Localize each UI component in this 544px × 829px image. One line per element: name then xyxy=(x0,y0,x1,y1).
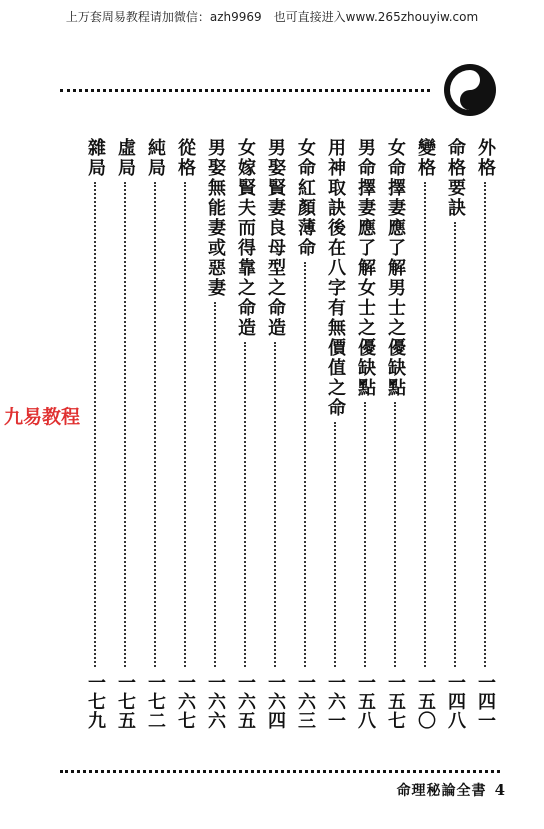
page-footer xyxy=(397,780,506,800)
dot-leader xyxy=(154,182,156,667)
dot-leader xyxy=(274,342,276,667)
toc-entry-title: 男命擇妻應了解女士之優缺點 xyxy=(355,138,376,398)
dot-leader xyxy=(454,222,456,667)
toc-entry xyxy=(350,138,380,743)
toc-entry xyxy=(140,138,170,743)
toc-entry-page: 一五八 xyxy=(355,673,376,730)
dot-leader xyxy=(334,422,336,667)
dot-leader xyxy=(394,402,396,667)
toc-entry-page: 一六七 xyxy=(175,673,196,730)
chapter-emblem-icon xyxy=(440,60,500,120)
toc-entry-title: 變格 xyxy=(415,138,436,178)
toc-entry xyxy=(110,138,140,743)
toc-entry-page: 一五七 xyxy=(385,673,406,730)
toc-entry-title: 男娶賢妻良母型之命造 xyxy=(265,138,286,338)
toc-entry-title: 男娶無能妻或惡妻 xyxy=(205,138,226,298)
toc-entry-title: 從格 xyxy=(175,138,196,178)
dot-leader xyxy=(184,182,186,667)
toc-entry-title: 外格 xyxy=(475,138,496,178)
dot-leader xyxy=(484,182,486,667)
toc-entry-title: 用神取訣後在八字有無價值之命 xyxy=(325,138,346,418)
toc-entry-title: 女命紅顏薄命 xyxy=(295,138,316,258)
toc-entry-page: 一六三 xyxy=(295,673,316,730)
dot-leader xyxy=(214,302,216,667)
toc-entry-page: 一六六 xyxy=(205,673,226,730)
toc-entry-page: 一四八 xyxy=(445,673,466,730)
toc-entry xyxy=(410,138,440,743)
toc-entry-page: 一七二 xyxy=(145,673,166,730)
dot-leader xyxy=(94,182,96,667)
top-dotted-rule xyxy=(60,89,430,92)
toc-entry xyxy=(260,138,290,743)
dot-leader xyxy=(124,182,126,667)
toc-entry xyxy=(440,138,470,743)
toc-entry-title: 純局 xyxy=(145,138,166,178)
toc-entry xyxy=(80,138,110,743)
toc-entry-title: 女命擇妻應了解男士之優缺點 xyxy=(385,138,406,398)
table-of-contents xyxy=(60,138,500,743)
toc-entry-page: 一六四 xyxy=(265,673,286,730)
toc-entry xyxy=(320,138,350,743)
toc-entry-title: 女嫁賢夫而得靠之命造 xyxy=(235,138,256,338)
watermark-stamp: 九易教程 xyxy=(4,406,81,428)
dot-leader xyxy=(364,402,366,667)
toc-entry-page: 一六五 xyxy=(235,673,256,730)
toc-entry-title: 虛局 xyxy=(115,138,136,178)
toc-entry xyxy=(470,138,500,743)
toc-entry xyxy=(170,138,200,743)
watermark-text: 上万套周易教程请加微信：azh9969 也可直接进入www.265zhouyiw.com xyxy=(65,10,479,24)
toc-entry-title: 命格要訣 xyxy=(445,138,466,218)
toc-entry xyxy=(230,138,260,743)
toc-entry-title: 雜局 xyxy=(85,138,106,178)
toc-entry xyxy=(290,138,320,743)
toc-entry xyxy=(200,138,230,743)
toc-entry-page: 一七九 xyxy=(85,673,106,730)
toc-entry-page: 一五〇 xyxy=(415,673,436,730)
toc-entry xyxy=(380,138,410,743)
dot-leader xyxy=(424,182,426,667)
page-number: 4 xyxy=(494,781,506,799)
dot-leader xyxy=(304,262,306,667)
toc-entry-page: 一四一 xyxy=(475,673,496,730)
bottom-dotted-rule xyxy=(60,770,500,773)
book-title: 命理秘論全書 xyxy=(396,783,487,799)
toc-entry-page: 一六一 xyxy=(325,673,346,730)
dot-leader xyxy=(244,342,246,667)
toc-entry-page: 一七五 xyxy=(115,673,136,730)
